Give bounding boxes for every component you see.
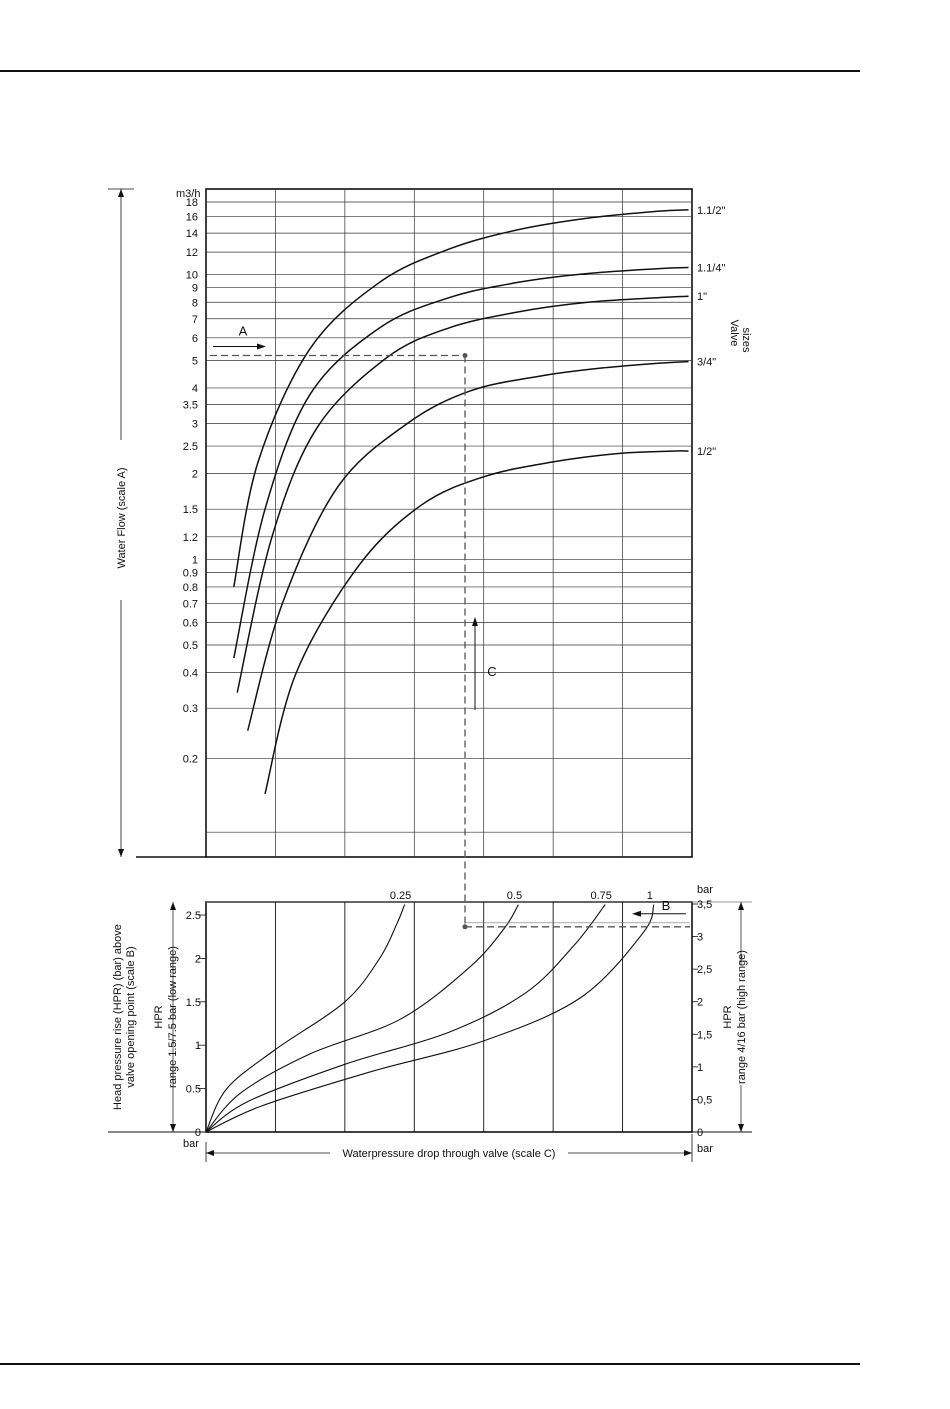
upper-y-tick-label: 8 [191, 297, 198, 310]
lower-chart-curves [206, 905, 654, 1132]
upper-y-tick-label: 4 [191, 382, 198, 395]
annotation-c: C [487, 664, 497, 679]
arrow-b-head [632, 911, 641, 917]
lower-right-tick-label: 3,5 [697, 899, 713, 911]
lower-plot-frame [206, 902, 692, 1132]
lower-left-tick-label: 0.5 [185, 1083, 201, 1096]
pressure-curve-label: 0.75 [590, 890, 612, 902]
upper-y-tick-label: 1.2 [182, 531, 198, 544]
lower-left-tick-label: 2 [194, 953, 201, 966]
lower-right-inner-title: HPR [722, 1005, 734, 1029]
upper-y-tick-label: 2 [191, 468, 198, 481]
lower-right-tick-label: 1,5 [697, 1029, 713, 1042]
upper-series-curve [234, 268, 689, 659]
valve-size-label: 3/4" [697, 356, 717, 369]
upper-plot-frame [206, 189, 692, 857]
valve-size-label: 1.1/2" [697, 204, 726, 217]
upper-y-tick-label: 0.7 [182, 598, 198, 611]
upper-y-tick-label: 0.6 [182, 617, 198, 630]
lower-right-dimension-arrowhead [738, 902, 744, 910]
upper-y-tick-label: 7 [191, 313, 198, 326]
guide-point [463, 924, 468, 929]
upper-y-tick-label: 3.5 [182, 399, 198, 412]
upper-y-unit-label: m3/h [176, 188, 201, 200]
lower-right-tick-label: 3 [697, 931, 704, 944]
upper-dimension-arrowhead [118, 189, 124, 197]
valve-sizes-title: Valve [728, 319, 740, 347]
upper-y-tick-label: 1 [191, 554, 198, 567]
valve-size-label: 1" [697, 291, 708, 304]
lower-left-axis-title: valve opening point (scale B) [125, 946, 137, 1088]
lower-right-tick-label: 1 [697, 1061, 704, 1074]
valve-sizes-title: sizes [740, 327, 752, 353]
lower-right-tick-label: 0 [697, 1127, 704, 1139]
lower-left-dimension-arrowhead [170, 902, 176, 910]
valve-size-label: 1.1/4" [697, 262, 726, 275]
upper-y-tick-label: 0.4 [182, 667, 198, 680]
lower-right-unit-label: bar [697, 884, 713, 896]
valve-size-label: 1/2" [697, 446, 717, 459]
lower-left-unit-label: bar [183, 1138, 199, 1150]
upper-dimension-arrowhead [118, 849, 124, 857]
lower-left-axis-title: Head pressure rise (HPR) (bar) above [112, 924, 124, 1110]
upper-y-tick-label: 16 [185, 211, 198, 224]
lower-left-inner-title: HPR [153, 1005, 165, 1029]
lower-right-tick-label: 2,5 [697, 964, 713, 977]
upper-y-tick-label: 0.8 [182, 581, 198, 594]
upper-y-tick-label: 6 [191, 332, 198, 345]
lower-x-unit-label: bar [697, 1143, 713, 1155]
lower-left-tick-label: 1 [194, 1040, 201, 1053]
upper-y-tick-label: 0.3 [182, 703, 198, 716]
upper-series-curve [234, 210, 689, 587]
upper-y-tick-label: 10 [185, 269, 198, 282]
upper-y-tick-label: 9 [191, 282, 198, 295]
pressure-curve-label: 1 [646, 890, 653, 902]
lower-x-axis-title: Waterpressure drop through valve (scale C) [342, 1148, 556, 1160]
lower-right-dimension-arrowhead [738, 1124, 744, 1132]
x-dimension-arrowhead [206, 1150, 214, 1156]
annotation-b: B [661, 897, 671, 913]
lower-left-tick-label: 0 [194, 1127, 201, 1139]
pressure-curve-label: 0.25 [389, 890, 412, 902]
lower-left-tick-label: 1.5 [185, 996, 201, 1009]
guide-point [463, 353, 468, 358]
upper-y-tick-label: 1.5 [182, 504, 198, 517]
lower-series-curve [206, 905, 654, 1132]
upper-chart-curves [234, 210, 689, 794]
upper-y-tick-label: 0.9 [182, 567, 198, 580]
arrow-c-head [472, 617, 478, 626]
lower-right-inner-title: range 4/16 bar (high range) [736, 950, 748, 1084]
upper-y-tick-label: 0.5 [182, 640, 198, 653]
arrow-a-head [257, 344, 266, 350]
lower-right-tick-label: 0,5 [697, 1094, 713, 1107]
lower-left-dimension-arrowhead [170, 1124, 176, 1132]
lower-series-curve [206, 905, 405, 1132]
lower-left-inner-title: range 1.5/7.5 bar (low range) [167, 946, 179, 1088]
upper-y-tick-label: 0.2 [182, 753, 198, 766]
x-dimension-arrowhead [684, 1150, 692, 1156]
lower-series-curve [206, 905, 518, 1132]
pressure-curve-label: 0.5 [506, 890, 523, 902]
lower-chart-grid [108, 902, 752, 1162]
lower-left-tick-label: 2.5 [185, 910, 201, 923]
upper-y-tick-label: 2.5 [182, 441, 198, 454]
upper-y-tick-label: 12 [185, 247, 198, 260]
lower-right-tick-label: 2 [697, 996, 704, 1009]
annotation-a: A [238, 323, 248, 339]
upper-y-tick-label: 14 [185, 228, 198, 241]
upper-y-axis-title: Water Flow (scale A) [116, 467, 128, 569]
upper-y-tick-label: 3 [191, 418, 198, 431]
upper-y-tick-label: 5 [191, 355, 198, 368]
lower-series-curve [206, 905, 605, 1132]
reading-guides [210, 344, 690, 930]
upper-y-tick-label: 18 [185, 197, 198, 210]
